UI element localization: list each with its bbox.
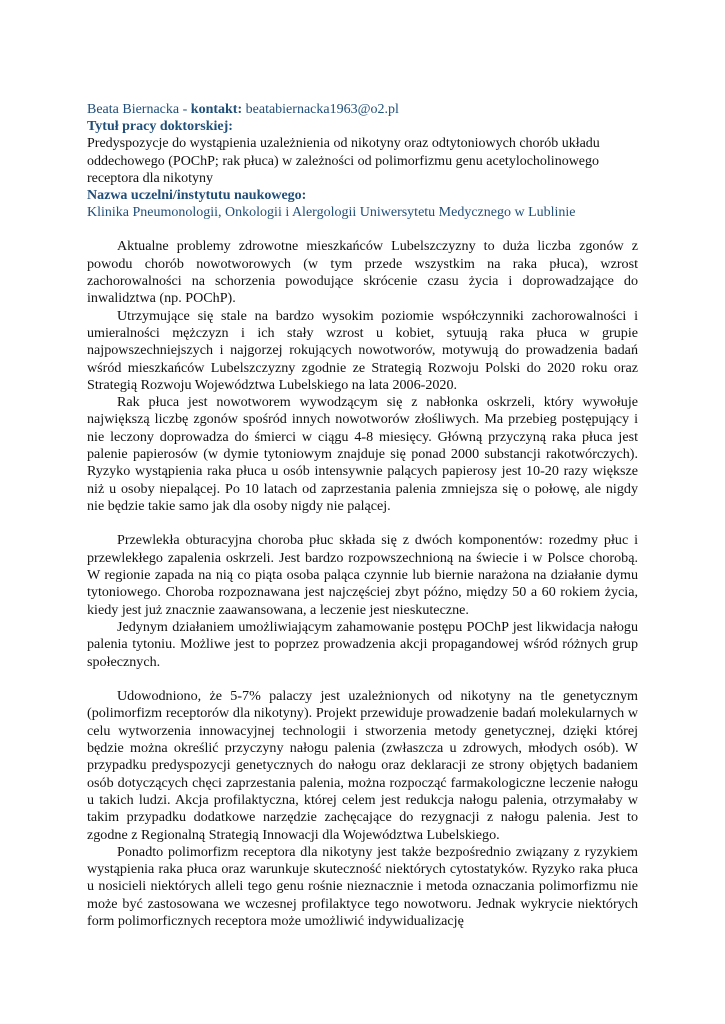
thesis-label: Tytuł pracy doktorskiej: <box>87 119 233 135</box>
contact-email: beatabiernacka1963@o2.pl <box>242 102 399 117</box>
author-line <box>87 101 638 118</box>
paragraph-5: Jedynym działaniem umożliwiającym zahamowanie postępu POChP jest likwidacja nałogu palenia tytoniu. Możliwe jest to poprzez prowadzenia akcji propagandowej wśród różnych grup społecznych. <box>87 618 638 670</box>
paragraph-2: Utrzymujące się stale na bardzo wysokim poziomie współczynniki zachorowalności i umieralności mężczyzn i ich stały wzrost u kobiet, sytuują raka płuca w grupie najpowszechniejszych i najgorzej rokujących nowotworów, motywują do prowadzenia badań wśród mieszkańców Lubelszczyzny zgodnie ze Strategią Rozwoju Polski do 2020 roku oraz Strategią Rozwoju Województwa Lubelskiego na lata 2006-2020. <box>87 307 638 393</box>
thesis-title: Predyspozycje do wystąpienia uzależnienia od nikotyny oraz odtytoniowych chorób układu oddechowego (POChP; rak płuca) w zależności od polimorfizmu genu acetylocholinowego receptora dla nikotyny <box>87 136 600 186</box>
contact-label: kontakt: <box>190 102 243 117</box>
paragraph-gap <box>87 671 638 688</box>
institution-label: Nazwa uczelni/instytutu naukowego: <box>87 188 307 204</box>
paragraph-3: Rak płuca jest nowotworem wywodzącym się z nabłonka oskrzeli, który wywołuje największą liczbę zgonów spośród innych nowotworów złośliwych. Ma przebieg postępujący i nie leczony doprowadza do śmierci w ciągu 4-8 miesięcy. Główną przyczyną raka płuca jest palenie papierosów (w dymie tytoniowym znajduje się ponad 2000 substancji rakotwórczych). Ryzyko wystąpienia raka płuca u osób intensywnie palących papierosy jest 10-20 razy większe niż u osoby niepalącej. Po 10 latach od zaprzestania palenia zmniejsza się o połowę, ale nigdy nie będzie takie samo jak dla osoby nigdy nie palącej. <box>87 394 638 514</box>
paragraph-gap <box>87 515 638 532</box>
document-header <box>87 101 638 221</box>
paragraph-4: Przewlekła obturacyjna choroba płuc składa się z dwóch komponentów: rozedmy płuc i przewlekłego zapalenia oskrzeli. Jest bardzo rozpowszechnioną na świecie i w Polsce chorobą. W regionie zapada na nią co piąta osoba paląca czynnie lub biernie narażona na działanie dymu tytoniowego. Choroba rozpoznawana jest najczęściej zbyt późno, między 50 a 60 rokiem życia, kiedy jest już znacznie zaawansowana, a leczenie jest nieskuteczne. <box>87 532 638 618</box>
paragraph-7: Ponadto polimorfizm receptora dla nikotyny jest także bezpośrednio związany z ryzykiem wystąpienia raka płuca oraz warunkuje skuteczność niektórych cytostatyków. Ryzyko raka płuca u nosicieli niektórych alleli tego genu rośnie nieznacznie i metoda oznaczania polimorfizmu nie może być zastosowana we wczesnej profilaktyce tego nowotworu. Jednak wykrycie niektórych form polimorficznych receptora może umożliwić indywidualizację <box>87 843 638 929</box>
author-name: Beata Biernacka - <box>87 102 191 117</box>
document-body <box>87 238 638 930</box>
institution-name: Klinika Pneumonologii, Onkologii i Alergologii Uniwersytetu Medycznego w Lublinie <box>87 205 576 221</box>
paragraph-1: Aktualne problemy zdrowotne mieszkańców Lubelszczyzny to duża liczba zgonów z powodu chorób nowotworowych (w tym przede wszystkim na raka płuca), wzrost zachorowalności na schorzenia powodujące skrócenie czasu życia i doprowadzające do inwalidztwa (np. POChP). <box>87 238 638 307</box>
paragraph-6: Udowodniono, że 5-7% palaczy jest uzależnionych od nikotyny na tle genetycznym (polimorfizm receptorów dla nikotyny). Projekt przewiduje prowadzenie badań molekularnych w celu wytworzenia innowacyjnej technologii i stworzenia metody genetycznej, dzięki której będzie można określić przyczyny nałogu palenia (zwłaszcza u zdrowych, młodych osób). W przypadku predyspozycji genetycznych do nałogu oraz deklaracji ze strony objętych badaniem osób dotyczących chęci zaprzestania palenia, można rozpocząć farmakologiczne leczenie nałogu u takich ludzi. Akcja profilaktyczna, której celem jest redukcja nałogu palenia, otrzymałaby w takim przypadku dodatkowe narzędzie zachęcające do rezygnacji z nałogu palenia. Jest to zgodne z Regionalną Strategią Innowacji dla Województwa Lubelskiego. <box>87 688 638 843</box>
